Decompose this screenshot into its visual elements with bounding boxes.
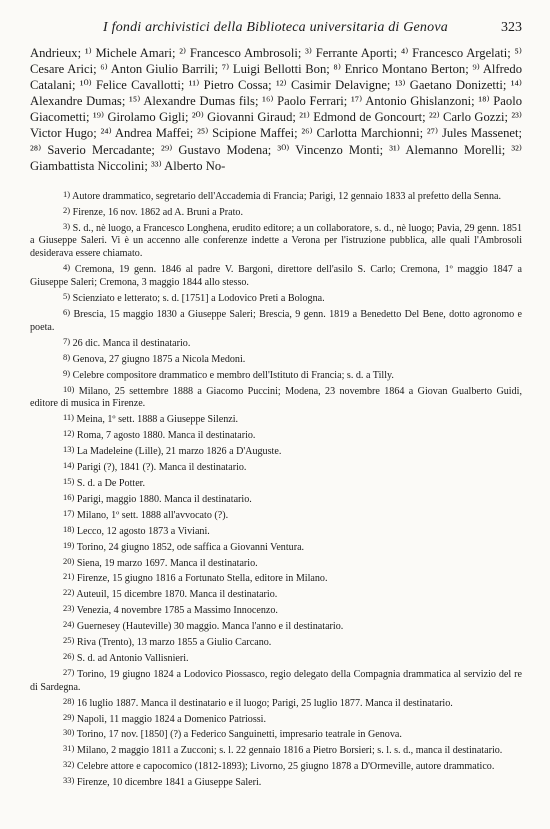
footnote-text: Firenze, 15 giugno 1816 a Fortunato Stella, editore in Milano.: [76, 573, 328, 585]
footnote: [30, 650, 522, 666]
footnote: [30, 427, 522, 443]
footnote-marker: 22): [63, 587, 75, 598]
footnote-text: Parigi, maggio 1880. Manca il destinatario.: [76, 493, 252, 505]
footnote-marker: 12): [63, 428, 75, 439]
footnote-marker: 28): [63, 695, 75, 706]
footnote: [30, 261, 522, 290]
footnote-text: Meina, 1º sett. 1888 a Giuseppe Silenzi.: [76, 414, 239, 426]
footnote-text: 26 dic. Manca il destinatario.: [72, 337, 191, 349]
body-paragraph: Andrieux; ¹⁾ Michele Amari; ²⁾ Francesco Ambrosoli; ³⁾ Ferrante Aporti; ⁴⁾ Francesco Argelati; ⁵⁾ Cesare Arici; ⁶⁾ Anton Giulio Barrili; ⁷⁾ Luigi Bellotti Bon; ⁸⁾ Enrico Montano Berton; ⁹⁾ Alfredo Catalani; ¹⁰⁾ Felice Cavallotti; ¹¹⁾ Pietro Cossa; ¹²⁾ Casimir Delavigne; ¹³⁾ Gaetano Donizetti; ¹⁴⁾ Alexandre Dumas; ¹⁵⁾ Alexandre Dumas fils; ¹⁶⁾ Paolo Ferrari; ¹⁷⁾ Antonio Ghislanzoni; ¹⁸⁾ Paolo Giacometti; ¹⁹⁾ Girolamo Gigli; ²⁰⁾ Giovanni Giraud; ²¹⁾ Edmond de Goncourt; ²²⁾ Carlo Gozzi; ²³⁾ Victor Hugo; ²⁴⁾ Andrea Maffei; ²⁵⁾ Scipione Maffei; ²⁶⁾ Carlotta Marchionni; ²⁷⁾ Jules Massenet; ²⁸⁾ Saverio Mercadante; ²⁹⁾ Gustavo Modena; ³⁰⁾ Vincenzo Monti; ³¹⁾ Alemanno Morelli; ³²⁾ Giambattista Niccolini; ³³⁾ Alberto No-: [30, 46, 522, 173]
footnote-text: Milano, 25 settembre 1888 a Giacomo Puccini; Modena, 23 novembre 1864 a Giovan Gualberto Guidi, editore di musica in Firenze.: [30, 385, 522, 410]
footnote-marker: 4): [63, 262, 71, 273]
footnote: [30, 523, 522, 539]
footnote-text: S. d. ad Antonio Vallisnieri.: [76, 652, 189, 664]
footnote-text: Parigi (?), 1841 (?). Manca il destinatario.: [76, 462, 247, 474]
footnote-marker: 19): [63, 539, 75, 550]
footnote: [30, 367, 522, 383]
footnote: [30, 695, 522, 711]
footnote-text: Guernesey (Hauteville) 30 maggio. Manca l'anno e il destinatario.: [76, 621, 344, 633]
footnote: [30, 774, 522, 790]
footnote: [30, 290, 522, 306]
footnote: [30, 742, 522, 758]
footnote-text: Torino, 24 giugno 1852, ode saffica a Giovanni Ventura.: [76, 541, 305, 553]
footnote-marker: 7): [63, 335, 71, 346]
footnote-text: Riva (Trento), 13 marzo 1855 a Giulio Carcano.: [76, 637, 272, 649]
footnote: [30, 634, 522, 650]
footnote-marker: 25): [63, 635, 75, 646]
footnote-marker: 9): [63, 367, 71, 378]
footnote-marker: 8): [63, 351, 71, 362]
footnote-marker: 31): [63, 743, 75, 754]
footnote-text: Milano, 1º sett. 1888 all'avvocato (?).: [76, 509, 229, 521]
footnote-marker: 21): [63, 571, 75, 582]
footnote-text: Napoli, 11 maggio 1824 a Domenico Patriossi.: [76, 713, 267, 725]
footnote-marker: 10): [63, 383, 75, 394]
footnote-marker: 26): [63, 650, 75, 661]
footnote-marker: 1): [63, 188, 71, 199]
footnote-text: 16 luglio 1887. Manca il destinatario e il luogo; Parigi, 25 luglio 1877. Manca il destinatario.: [76, 697, 453, 709]
footnote-marker: 24): [63, 619, 75, 630]
footnote-text: Siena, 19 marzo 1697. Manca il destinatario.: [76, 557, 258, 569]
footnote: [30, 726, 522, 742]
footnote: [30, 758, 522, 774]
page-number: 323: [501, 20, 522, 35]
footnote: [30, 443, 522, 459]
footnote-text: Brescia, 15 maggio 1830 a Giuseppe Saleri; Brescia, 9 genn. 1819 a Benedetto Del Bene, dotto agronomo e poeta.: [30, 309, 522, 333]
footnote: [30, 666, 522, 695]
footnote-marker: 32): [63, 759, 75, 770]
footnote: [30, 306, 522, 335]
footnote: [30, 618, 522, 634]
footnote-marker: 16): [63, 491, 75, 502]
footnote-text: Firenze, 10 dicembre 1841 a Giuseppe Saleri.: [76, 777, 262, 789]
footnote: [30, 459, 522, 475]
footnote-text: Venezia, 4 novembre 1785 a Massimo Innocenzo.: [76, 605, 278, 617]
footnote: [30, 507, 522, 523]
running-header: [30, 20, 522, 36]
footnote-text: S. d., nè luogo, a Francesco Longhena, erudito editore; a un collaboratore, s. d., nè luogo; Pavia, 29 genn. 1851 a Giuseppe Saleri. Vi è un accenno alle conferenze indette a Verona per l'istruzione pubblica, alle quali l'Ambrosoli desiderava essere chiamato.: [30, 222, 522, 260]
footnote-text: Scienziato e letterato; s. d. [1751] a Lodovico Preti a Bologna.: [72, 293, 325, 305]
footnote-text: Torino, 17 nov. [1850] (?) a Federico Sanguinetti, impresario teatrale in Genova.: [76, 729, 402, 741]
footnote-marker: 17): [63, 507, 75, 518]
footnote: [30, 602, 522, 618]
footnote-marker: 11): [63, 412, 75, 423]
footnote: [30, 555, 522, 571]
footnote: [30, 570, 522, 586]
footnote: [30, 204, 522, 220]
footnote-marker: 23): [63, 603, 75, 614]
footnote-marker: 15): [63, 475, 75, 486]
footnote-text: Genova, 27 giugno 1875 a Nicola Medoni.: [72, 353, 246, 365]
footnote-text: Celebre attore e capocomico (1812-1893); Livorno, 25 giugno 1878 a D'Ormeville, autore drammatico.: [76, 761, 495, 773]
footnote: [30, 351, 522, 367]
running-title: I fondi archivistici della Biblioteca universitaria di Genova: [103, 20, 448, 35]
footnote: [30, 188, 522, 204]
footnote-marker: 13): [63, 444, 75, 455]
footnote-marker: 29): [63, 711, 75, 722]
footnote-text: Torino, 19 giugno 1824 a Lodovico Piossasco, regio delegato della Compagnia drammatica al servizio del re di Sardegna.: [30, 668, 522, 693]
footnote-text: Milano, 2 maggio 1811 a Zucconi; s. l. 22 gennaio 1816 a Pietro Borsieri; s. l. s. d., manca il destinatario.: [76, 745, 503, 757]
footnote-marker: 33): [63, 775, 75, 786]
footnote: [30, 335, 522, 351]
footnote-marker: 27): [63, 666, 75, 677]
footnote-text: Firenze, 16 nov. 1862 ad A. Bruni a Prato.: [72, 206, 243, 218]
footnote-marker: 14): [63, 460, 75, 471]
footnote-text: S. d. a De Potter.: [76, 477, 146, 489]
footnote-text: Roma, 7 agosto 1880. Manca il destinatario.: [76, 430, 256, 442]
footnote-marker: 2): [63, 204, 71, 215]
footnote: [30, 491, 522, 507]
footnote-text: La Madeleine (Lille), 21 marzo 1826 a D'Auguste.: [76, 446, 282, 458]
footnote: [30, 475, 522, 491]
footnote-marker: 30): [63, 727, 75, 738]
footnote: [30, 383, 522, 412]
footnote: [30, 220, 522, 262]
footnote-marker: 20): [63, 555, 75, 566]
footnote-marker: 3): [63, 220, 71, 231]
footnote: [30, 711, 522, 727]
footnote-marker: 6): [63, 307, 71, 317]
footnote-text: Celebre compositore drammatico e membro dell'Istituto di Francia; s. d. a Tilly.: [72, 369, 394, 381]
footnote: [30, 539, 522, 555]
footnote-marker: 5): [63, 291, 71, 302]
footnote-text: Auteuil, 15 dicembre 1870. Manca il destinatario.: [76, 589, 278, 601]
footnote-text: Lecco, 12 agosto 1873 a Viviani.: [76, 525, 210, 537]
footnote-text: Autore drammatico, segretario dell'Accademia di Francia; Parigi, 12 gennaio 1833 al prefetto della Senna.: [72, 190, 502, 202]
footnote: [30, 586, 522, 602]
footnote: [30, 411, 522, 427]
footnote-marker: 18): [63, 523, 75, 534]
footnotes-list: [30, 188, 522, 790]
footnote-text: Cremona, 19 genn. 1846 al padre V. Bargoni, direttore dell'asilo S. Carlo; Cremona, 1º maggio 1847 a Giuseppe Saleri; Cremona, 3 maggio 1844 allo stesso.: [30, 264, 522, 289]
